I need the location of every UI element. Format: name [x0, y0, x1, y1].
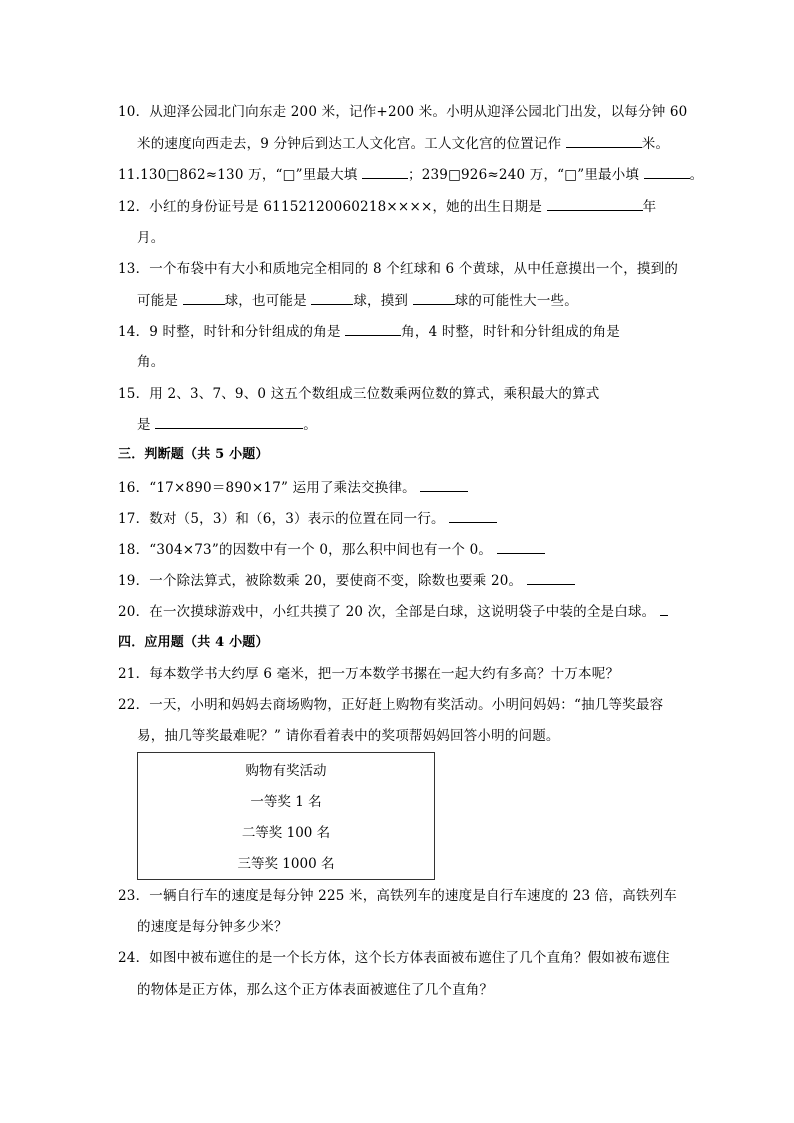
question-15-line-1: 15．用 2、3、7、9、0 这五个数组成三位数乘两位数的算式，乘积最大的算式	[118, 386, 600, 402]
answer-blank[interactable]	[362, 164, 408, 179]
question-14-line-2: 角。	[137, 354, 165, 370]
question-19: 19．一个除法算式，被除数乘 20，要使商不变，除数也要乘 20。	[118, 570, 575, 591]
answer-blank[interactable]	[566, 133, 642, 148]
question-23-line-2: 的速度是每分钟多少米？	[137, 919, 288, 935]
answer-blank[interactable]	[660, 601, 668, 616]
prize-table	[137, 752, 435, 880]
prize-table-title: 购物有奖活动	[245, 763, 327, 779]
question-11: 11.130□862≈130 万，“□”里最大填 ；239□926≈240 万，“□”里最小填 。	[118, 164, 703, 185]
prize-row-second: 二等奖 100 名	[241, 825, 331, 841]
question-24-line-1: 24．如图中被布遮住的是一个长方体，这个长方体表面被布遮住了几个直角？假如被布遮住	[118, 950, 670, 966]
answer-blank[interactable]	[155, 414, 303, 429]
question-13-line-1: 13．一个布袋中有大小和质地完全相同的 8 个红球和 6 个黄球，从中任意摸出一个，摸到的	[118, 261, 679, 277]
answer-blank[interactable]	[547, 196, 643, 211]
question-12-line-1: 12．小红的身份证号是 61152120060218××××，她的出生日期是 年	[118, 196, 656, 217]
answer-blank[interactable]	[527, 570, 575, 585]
question-18: 18．“304×73”的因数中有一个 0，那么积中间也有一个 0。	[118, 539, 545, 560]
answer-blank[interactable]	[497, 539, 545, 554]
answer-blank[interactable]	[413, 290, 455, 305]
question-20: 20．在一次摸球游戏中，小红共摸了 20 次，全部是白球，这说明袋子中装的全是白球。	[118, 601, 668, 622]
answer-blank[interactable]	[183, 290, 225, 305]
section-heading-application: 四．应用题（共 4 小题）	[118, 635, 269, 650]
answer-blank[interactable]	[449, 508, 497, 523]
prize-row-third: 三等奖 1000 名	[237, 856, 335, 872]
question-10-line-2: 米的速度向西走去，9 分钟后到达工人文化宫。工人文化宫的位置记作 米。	[137, 133, 669, 154]
question-22-line-2: 易，抽几等奖最难呢？” 请你看着表中的奖项帮妈妈回答小明的问题。	[137, 728, 560, 744]
question-16: 16．“17×890＝890×17” 运用了乘法交换律。	[118, 477, 468, 498]
answer-blank[interactable]	[644, 164, 690, 179]
question-12-line-2: 月。	[137, 230, 165, 246]
answer-blank[interactable]	[345, 321, 401, 336]
answer-blank[interactable]	[420, 477, 468, 492]
question-15-line-2: 是 。	[137, 414, 317, 435]
question-22-line-1: 22．一天，小明和妈妈去商场购物，正好赶上购物有奖活动。小明问妈妈：“抽几等奖最容	[118, 697, 664, 713]
section-heading-judgement: 三．判断题（共 5 小题）	[118, 447, 269, 462]
question-21: 21．每本数学书大约厚 6 毫米，把一万本数学书摞在一起大约有多高？十万本呢？	[118, 666, 620, 682]
question-23-line-1: 23．一辆自行车的速度是每分钟 225 米，高铁列车的速度是自行车速度的 23 倍，高铁列车	[118, 888, 677, 904]
question-10-line-1: 10．从迎泽公园北门向东走 200 米，记作+200 米。小明从迎泽公园北门出发，以每分钟 60	[118, 104, 688, 120]
question-14-line-1: 14．9 时整，时针和分针组成的角是 角，4 时整，时针和分针组成的角是	[118, 321, 620, 342]
prize-row-first: 一等奖 1 名	[250, 794, 322, 810]
question-13-line-2: 可能是 球，也可能是 球，摸到 球的可能性大一些。	[137, 290, 578, 311]
question-24-line-2: 的物体是正方体，那么这个正方体表面被遮住了几个直角？	[137, 982, 494, 998]
answer-blank[interactable]	[311, 290, 353, 305]
question-17: 17．数对（5，3）和（6，3）表示的位置在同一行。	[118, 508, 497, 529]
